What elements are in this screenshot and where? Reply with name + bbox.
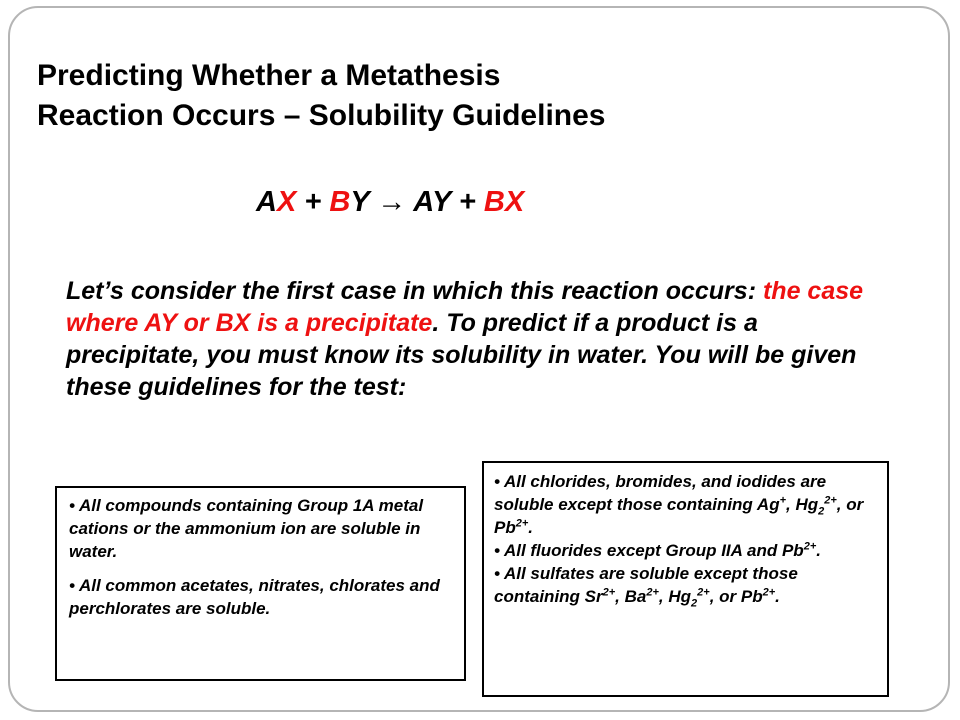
- ion-subscript: 2: [691, 597, 698, 610]
- ion-charge: 2+: [697, 586, 710, 599]
- rule-text: .: [775, 587, 780, 606]
- bullet-icon: •: [69, 576, 75, 595]
- solubility-guidelines-box-left: [55, 486, 466, 681]
- rule-text: All compounds containing Group 1A metal cations or the ammonium ion are soluble in water.: [69, 496, 424, 561]
- rule-text: , Hg: [658, 587, 692, 606]
- rule-fluorides: [494, 539, 879, 562]
- eq-plus: +: [296, 186, 330, 218]
- intro-highlight: the case where AY or BX is a precipitate: [66, 277, 864, 337]
- bullet-icon: •: [494, 564, 500, 583]
- rule-text: All fluorides except Group IIA and Pb: [503, 541, 804, 560]
- title-line-1: Predicting Whether a Metathesis: [37, 59, 501, 92]
- eq-products: AY +: [413, 186, 484, 218]
- rule-text: , Ba: [615, 587, 647, 606]
- eq-b2: B: [483, 186, 505, 218]
- title-line-2: Reaction Occurs – Solubility Guidelines: [37, 99, 606, 132]
- arrow-icon: →: [369, 186, 414, 218]
- rule-text: All sulfates are soluble except those containing Sr: [494, 564, 798, 606]
- eq-y1: Y: [350, 186, 370, 218]
- ion-charge: 2+: [515, 517, 529, 530]
- ion-charge: 2+: [824, 494, 837, 507]
- rule-halides: [494, 470, 879, 539]
- rule-text: , or Pb: [494, 495, 864, 537]
- reaction-equation: [256, 186, 524, 219]
- rule-group-1a: [69, 494, 454, 563]
- ion-charge: +: [779, 494, 787, 507]
- eq-x1: X: [276, 186, 297, 218]
- rule-text: All chlorides, bromides, and iodides are soluble except those containing Ag: [494, 472, 827, 514]
- eq-b1: B: [329, 186, 351, 218]
- ion-charge: 2+: [762, 586, 776, 599]
- ion-subscript: 2: [818, 505, 825, 518]
- eq-a1: A: [256, 186, 277, 218]
- ion-charge: 2+: [646, 586, 659, 599]
- rule-sulfates: [494, 562, 879, 608]
- slide-title: [37, 56, 605, 136]
- rule-text: .: [816, 541, 821, 560]
- rule-acetates-nitrates: [69, 574, 454, 620]
- rule-text: , or Pb: [709, 587, 763, 606]
- intro-paragraph: [66, 275, 896, 403]
- solubility-guidelines-box-right: [482, 461, 889, 697]
- ion-charge: 2+: [602, 586, 616, 599]
- rule-text: .: [528, 518, 534, 537]
- bullet-icon: •: [494, 541, 500, 560]
- bullet-icon: •: [494, 472, 500, 491]
- intro-part-1: Let’s consider the first case in which this reaction occurs:: [66, 277, 763, 305]
- bullet-icon: •: [69, 496, 75, 515]
- rule-text: All common acetates, nitrates, chlorates and perchlorates are soluble.: [69, 576, 440, 618]
- rule-text: , Hg: [786, 495, 819, 514]
- ion-charge: 2+: [803, 540, 817, 553]
- eq-x2: X: [504, 186, 525, 218]
- intro-part-2: . To predict if a product is a precipitate, you must know its solubility in water. You will be given these guidelines for the test:: [66, 309, 857, 401]
